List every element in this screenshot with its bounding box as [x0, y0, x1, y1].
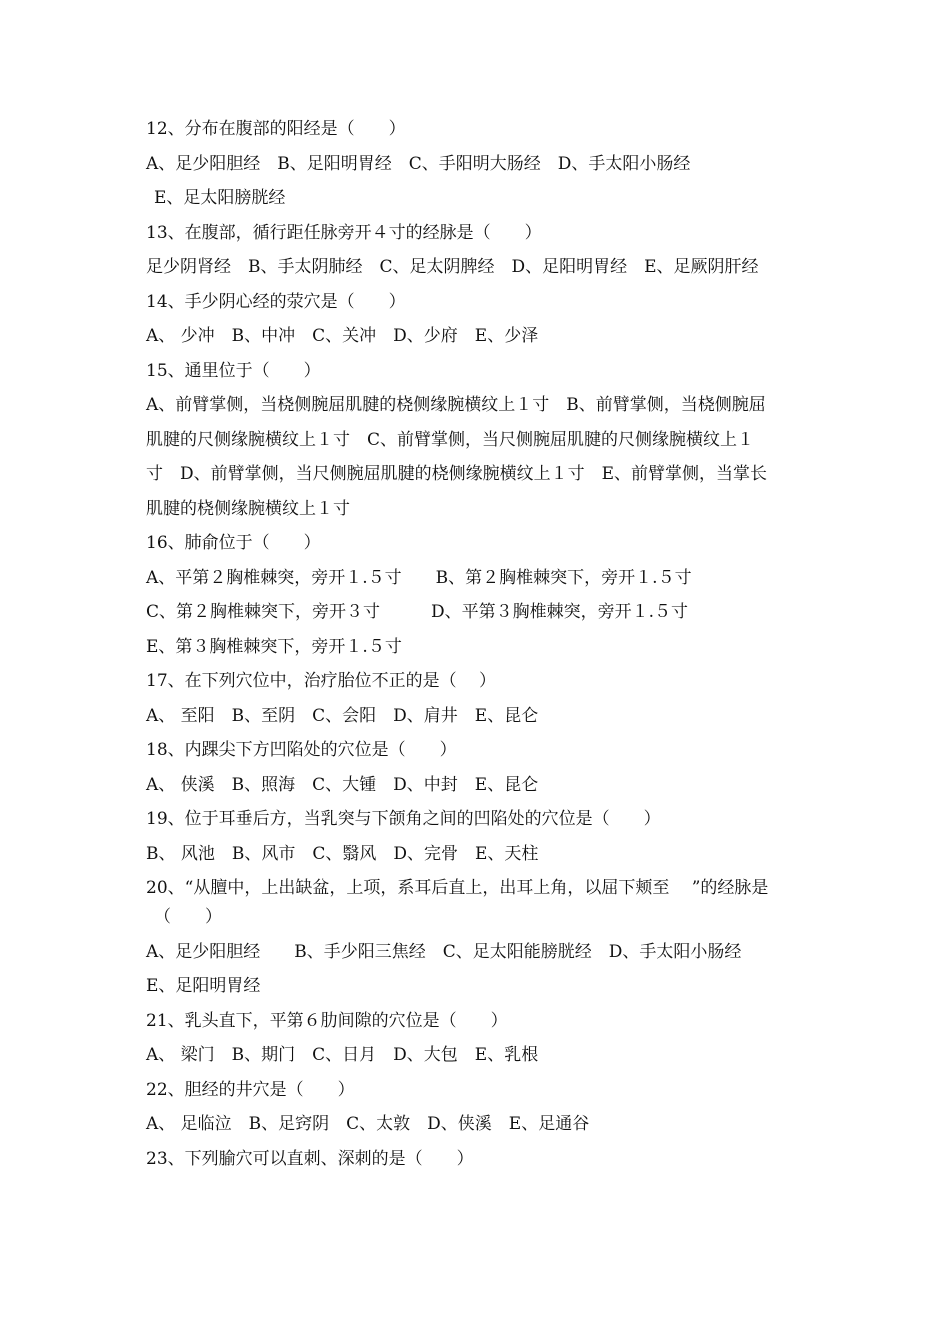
question-17-options: A、 至阳 B、至阴 C、会阳 D、肩井 E、昆仑 — [146, 705, 539, 726]
question-18-options: A、 侠溪 B、照海 C、大锺 D、中封 E、昆仑 — [146, 774, 539, 795]
question-21: 21、乳头直下，平第６肋间隙的穴位是（ ） — [146, 1010, 508, 1031]
question-22-options: A、 足临泣 B、足窍阴 C、太敦 D、侠溪 E、足通谷 — [146, 1114, 590, 1134]
question-16-options-2: C、第２胸椎棘突下，旁开３寸 D、平第３胸椎棘突，旁开１.５寸 — [146, 602, 689, 622]
question-15-options-1: A、前臂掌侧，当桡侧腕屈肌腱的桡侧缘腕横纹上１寸 B、前臂掌侧，当桡侧腕屈 — [146, 395, 766, 415]
question-19: 19、位于耳垂后方，当乳突与下颌角之间的凹陷处的穴位是（ ） — [146, 809, 661, 829]
question-21-options: A、 梁门 B、期门 C、日月 D、大包 E、乳根 — [146, 1045, 539, 1065]
question-13: 13、在腹部，循行距任脉旁开４寸的经脉是（ ） — [146, 222, 542, 243]
question-20-cont: （ ） — [154, 907, 222, 927]
question-13-options: 足少阴肾经 B、手太阴肺经 C、足太阴脾经 D、足阳明胃经 E、足厥阴肝经 — [146, 257, 759, 277]
question-20-options-1: A、足少阳胆经 B、手少阳三焦经 C、足太阳能膀胱经 D、手太阳小肠经 — [146, 941, 742, 962]
question-12-options-cont: E、足太阳膀胱经 — [154, 188, 286, 208]
question-15: 15、通里位于（ ） — [146, 360, 321, 381]
question-12-options: A、足少阳胆经 B、足阳明胃经 C、手阳明大肠经 D、手太阳小肠经 — [146, 153, 691, 174]
question-16-options-1: A、平第２胸椎棘突，旁开１.５寸 B、第２胸椎棘突下，旁开１.５寸 — [146, 567, 692, 588]
question-14: 14、手少阴心经的荥穴是（ ） — [146, 291, 406, 312]
question-16: 16、肺俞位于（ ） — [146, 533, 321, 553]
question-12: 12、分布在腹部的阳经是（ ） — [146, 119, 406, 139]
question-23: 23、下列腧穴可以直刺、深刺的是（ ） — [146, 1148, 474, 1169]
question-20-options-2: E、足阳明胃经 — [146, 976, 261, 996]
question-14-options: A、 少冲 B、中冲 C、关冲 D、少府 E、少泽 — [146, 326, 539, 346]
question-22: 22、胆经的井穴是（ ） — [146, 1079, 355, 1100]
question-15-options-2: 肌腱的尺侧缘腕横纹上１寸 C、前臂掌侧，当尺侧腕屈肌腱的尺侧缘腕横纹上１ — [146, 429, 755, 450]
question-15-options-4: 肌腱的桡侧缘腕横纹上１寸 — [146, 498, 350, 519]
question-19-options: B、 风池 B、风市 C、翳风 D、完骨 E、天柱 — [146, 843, 539, 864]
question-18: 18、内踝尖下方凹陷处的穴位是（ ） — [146, 740, 457, 760]
question-16-options-3: E、第３胸椎棘突下，旁开１.５寸 — [146, 636, 402, 657]
question-20: 20、“从膻中，上出缺盆，上项，系耳后直上，出耳上角，以屈下颊至 ”的经脉是 — [146, 878, 769, 898]
question-15-options-3: 寸 D、前臂掌侧，当尺侧腕屈肌腱的桡侧缘腕横纹上１寸 E、前臂掌侧，当掌长 — [146, 464, 768, 484]
document-page — [146, 118, 826, 1182]
question-17: 17、在下列穴位中，治疗胎位不正的是（ ） — [146, 671, 497, 691]
